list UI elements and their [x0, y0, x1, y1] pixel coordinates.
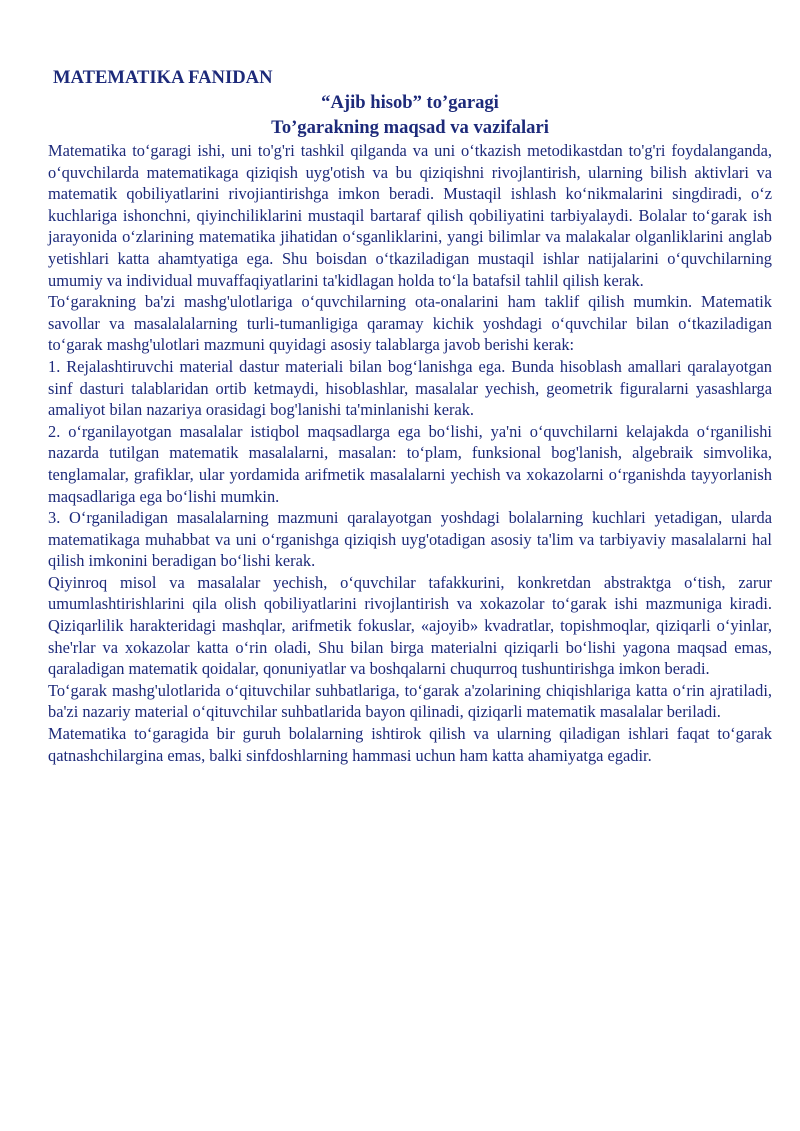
paragraph-item-1: 1. Rejalashtiruvchi material dastur materiali bilan bog‘lanishga ega. Bunda hisoblash amallari qaralayotgan sinf dasturi talablaridan ortib ketmaydi, hisoblashlar, masalalar yechish, geometrik figuralarni yasashlarga amaliyot bilan nazariya orasidagi bog'lanishi ta'minlanishi kerak.: [48, 356, 772, 420]
document-title: “Ajib hisob” to’garagi: [321, 92, 499, 113]
paragraph-item-3: 3. O‘rganiladigan masalalarning mazmuni qaralayotgan yoshdagi bolalarning kuchlari yetadigan, ularda matematikaga muhabbat va uni o‘rganishga qiziqish uyg'otadigan asosiy ta'lim va tarbiyaviy masalalarni hal qilish imkonini beradigan bo‘lishi kerak.: [48, 508, 772, 571]
paragraph-content: Qiyinroq misol va masalalar yechish, o‘quvchilar tafakkurini, konkretdan abstraktga o‘tish, zarur umumlashtirishlarini qila olish qobiliyatlarini rivojlantirish va xokazolar to‘garak ishi mazmuniga kiradi. Qiziqarlilik harakteridagi mashqlar, arifmetik fokuslar, «ajoyib» kvadratlar, topishmoqlar, qiziqarli o‘yinlar, she'rlar va xokazolar katta o‘rin oladi, Shu bilan birga materialni qiziqarli bo‘lishi yagona maqsad emas, qaraladigan matematik qoidalar, qonuniyatlar va boshqalarni chuqurroq tushuntirishga imkon beradi.: [48, 572, 772, 679]
paragraph-requirements: To‘garakning ba'zi mashg'ulotlariga o‘quvchilarning ota-onalarini ham taklif qilish mumkin. Matematik savollar va masalalalarning turli-tumanligiga qaramay kichik yoshdagi o‘quvchilar bilan o‘tkaziladigan to‘garak mashg'ulotlari mazmuni quyidagi asosiy talablarga javob berishi kerak:: [48, 292, 772, 355]
paragraph-teachers: To‘garak mashg'ulotlarida o‘qituvchilar suhbatlariga, to‘garak a'zolarining chiqishlariga katta o‘rin ajratiladi, ba'zi nazariy material o‘qituvchilar suhbatlarida bayon qilinadi, qiziqarli matematik masalalar beriladi.: [48, 680, 772, 722]
document-page: [48, 66, 772, 766]
paragraph-item-2: 2. o‘rganilayotgan masalalar istiqbol maqsadlarga ega bo‘lishi, ya'ni o‘quvchilarni kelajakda o‘rganilishi nazarda tutilgan matematik masalalarni, masalan: to‘plam, funksional bog'lanish, algebraik simvolika, tenglamalar, grafiklar, ular yordamida arifmetik masalalarni yechish va xokazolarni o‘rganishda tayyorlanish maqsadlariga ega bo‘lishi mumkin.: [48, 421, 772, 506]
document-subtitle: To’garakning maqsad va vazifalari: [271, 117, 549, 138]
paragraph-conclusion: Matematika to‘garagida bir guruh bolalarning ishtirok qilish va ularning qiladigan ishlari faqat to‘garak qatnashchilargina emas, balki sinfdoshlarning hammasi uchun ham katta ahamiyatga egadir.: [48, 724, 772, 765]
paragraph-intro: Matematika to‘garagi ishi, uni to'g'ri tashkil qilganda va uni o‘tkazish metodikastdan to'g'ri foydalanganda, o‘quvchilarda matematikaga qiziqish uyg'otish va bu qiziqishni rivojlantirish, ularning bilish aktivlari va matematik qobiliyatlarini rivojiantirishga imkon beradi. Mustaqil ishlash ko‘nikmalarini singdiradi, o‘z kuchlariga ishonchni, qiyinchiliklarini mustaqil bartaraf qilish qobiliyatini tarbiyalaydi. Bolalar to‘garak ish jarayonida o‘zlarining matematika jihatidan o‘sganliklarini, yangi bilimlar va malakalar olganliklarini anglab yetishlari katta ahamtyatiga ega. Shu boisdan o‘tkaziladigan mustaqil ishlar natijalarini o‘quvchilarning umumiy va individual muvaffaqiyatlarini ta'kidlagan holda to‘la batafsil tahlil qilish kerak.: [48, 141, 772, 290]
subject-heading: MATEMATIKA FANIDAN: [53, 67, 273, 88]
